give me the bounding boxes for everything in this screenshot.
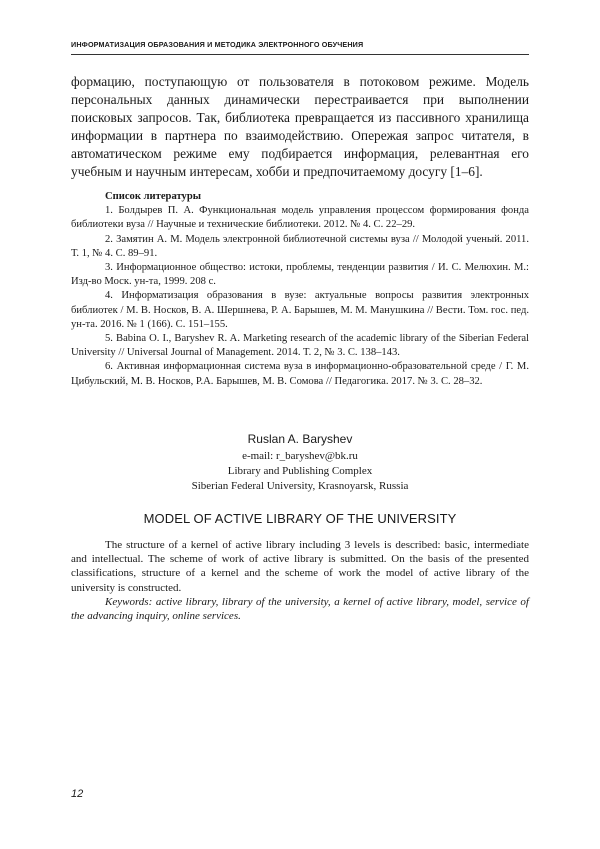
reference-item: 1. Болдырев П. А. Функциональная модель управления процессом формирования фонда библиотеки вуза // Научные и технические библиотеки. 2012. № 4. С. 22–29. [71, 205, 529, 231]
reference-item: 2. Замятин А. М. Модель электронной библиотечной системы вуза // Молодой ученый. 2011. Т. 1, № 4. С. 89–91. [71, 233, 529, 259]
body-paragraph: формацию, поступающую от пользователя в потоковом режиме. Модель персональных данных динамически перестраивается при выполнении поисковых запросов. Так, библиотека превращается из пассивного хранилища информации в партнера по взаимодействию. Опережая запрос читателя, в автоматическом режиме ему подбирается информация, релевантная его учебным и научным интересам, хобби и предпочитаемому досугу [1–6]. [71, 74, 529, 179]
reference-list-title: Список литературы [105, 191, 202, 202]
author-department: Library and Publishing Complex [227, 465, 373, 477]
abstract-text: The structure of a kernel of active library including 3 levels is described: basic, intermediate and intellectual. The scheme of work of active library is submitted. On the basis of the presented classifications, structure of a kernel and the scheme of work the model of active library of the university is constructed. [71, 539, 529, 594]
author-affiliation: Siberian Federal University, Krasnoyarsk, Russia [191, 480, 409, 492]
reference-list [71, 190, 529, 389]
reference-item: 5. Babina O. I., Baryshev R. A. Marketing research of the academic library of the Siberian Federal University // Universal Journal of Management. 2014. T. 2, № 3. С. 138–143. [71, 333, 529, 359]
author-name: Ruslan A. Baryshev [247, 432, 353, 446]
header-divider [71, 54, 529, 55]
paper-title: MODEL OF ACTIVE LIBRARY OF THE UNIVERSITY [143, 511, 457, 526]
abstract [71, 538, 529, 623]
keywords: Keywords: active library, library of the university, a kernel of active library, model, service of the advancing inquiry, online services. [71, 595, 529, 623]
reference-item: 4. Информатизация образования в вузе: актуальные вопросы развития электронных библиотек / М. В. Носков, В. А. Шершнева, Р. А. Барышев, М. М. Манушкина // Вести. Том. гос. пед. ун-та. 2016. № 1 (166). С. 151–155. [71, 290, 529, 330]
author-email: e-mail: r_baryshev@bk.ru [242, 450, 358, 462]
running-head: ИНФОРМАТИЗАЦИЯ ОБРАЗОВАНИЯ И МЕТОДИКА ЭЛЕКТРОННОГО ОБУЧЕНИЯ [71, 40, 364, 49]
page-number: 12 [71, 788, 84, 800]
reference-item: 6. Активная информационная система вуза в информационно-образовательной среде / Г. М. Цибульский, М. В. Носков, Р.А. Барышев, М. В. Сомова // Педагогика. 2017. № 3. С. 28–32. [71, 361, 529, 387]
reference-item: 3. Информационное общество: истоки, проблемы, тенденции развития / И. С. Мелюхин. М.: Изд-во Моск. ун-та, 1999. 208 с. [71, 262, 529, 288]
author-block [71, 432, 529, 494]
